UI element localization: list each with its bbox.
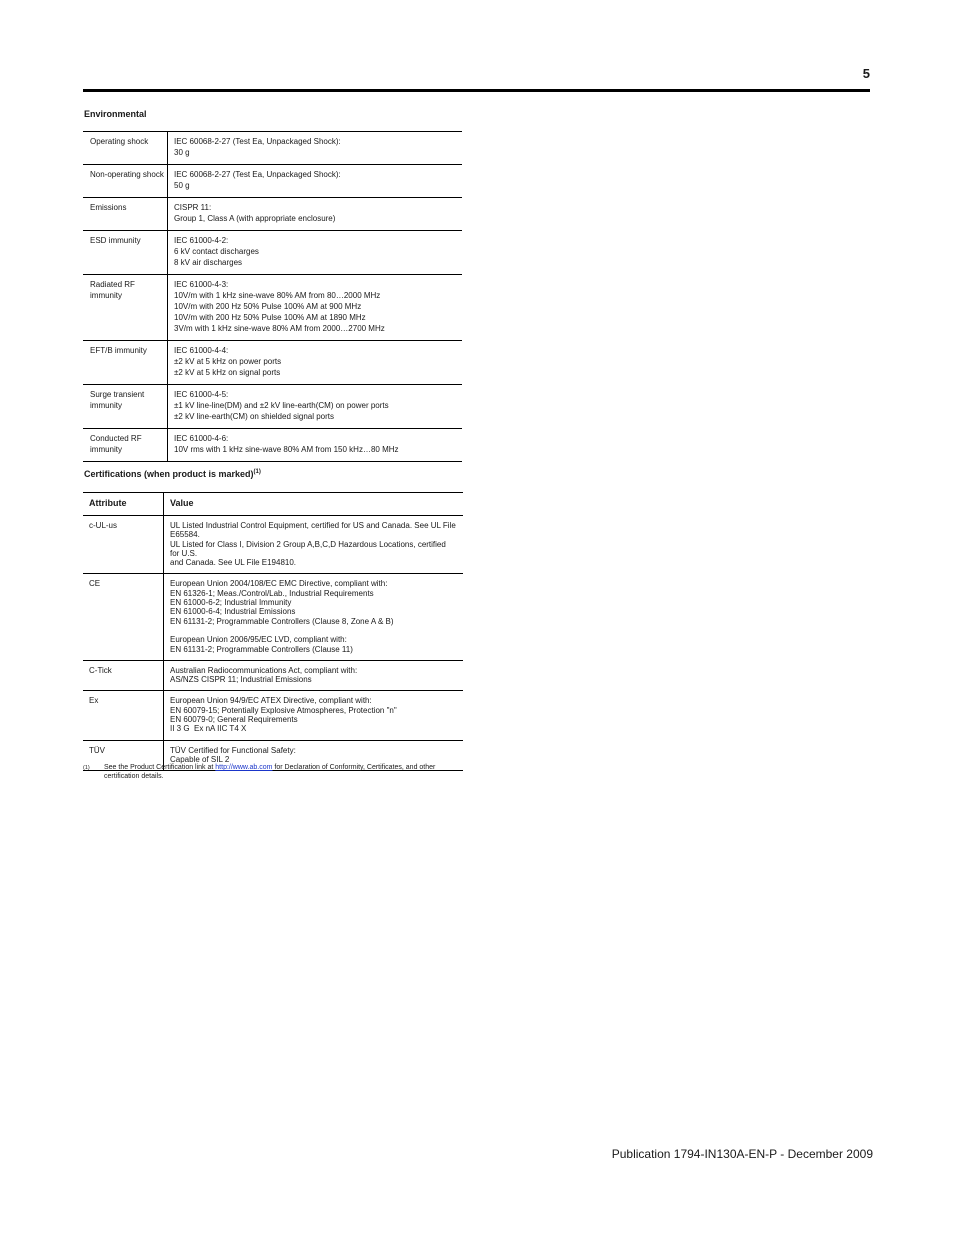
value-line: AS/NZS CISPR 11; Industrial Emissions <box>170 675 312 685</box>
environmental-title: Environmental <box>84 109 147 119</box>
attribute-cell: CE <box>83 574 164 659</box>
table-row <box>83 573 463 659</box>
value-line: EN 61326-1; Meas./Control/Lab., Industrial Requirements <box>170 588 374 598</box>
attribute-line: Surge transient <box>90 390 145 399</box>
value-cell <box>168 385 462 428</box>
value-line: ±1 kV line-line(DM) and ±2 kV line-earth(CM) on power ports <box>174 401 389 410</box>
table-row <box>83 197 462 230</box>
value-line: E65584. <box>170 530 200 540</box>
table-row <box>83 660 463 691</box>
value-line: EN 61131-2; Programmable Controllers (Clause 11) <box>170 644 353 654</box>
value-line: EN 61131-2; Programmable Controllers (Clause 8, Zone A & B) <box>170 616 394 626</box>
value-line: IEC 61000-4-5: <box>174 390 229 399</box>
attribute-line: ESD immunity <box>90 236 141 245</box>
table-row <box>83 230 462 274</box>
value-cell <box>164 574 463 659</box>
value-line: IEC 60068-2-27 (Test Ea, Unpackaged Shock): <box>174 137 341 146</box>
table-row <box>83 274 462 340</box>
value-line: 6 kV contact discharges <box>174 247 259 256</box>
value-line: TÜV Certified for Functional Safety: <box>170 745 296 755</box>
value-line: CISPR 11: <box>174 203 212 212</box>
value-cell <box>164 516 463 573</box>
header-rule <box>83 89 870 92</box>
value-cell <box>168 198 462 230</box>
table-row <box>83 384 462 428</box>
page-number: 5 <box>862 66 870 81</box>
attribute-cell: c-UL-us <box>83 516 164 573</box>
environmental-table <box>83 131 462 462</box>
attribute-cell: TÜV <box>83 741 164 771</box>
value-cell <box>168 132 462 164</box>
value-cell <box>168 341 462 384</box>
value-line: and Canada. See UL File E194810. <box>170 558 297 568</box>
value-line: 10V rms with 1 kHz sine-wave 80% AM from 150 kHz…80 MHz <box>174 445 399 454</box>
attribute-line: immunity <box>90 401 123 410</box>
attribute-cell <box>83 429 168 461</box>
attribute-column-header: Attribute <box>83 493 164 515</box>
attribute-line: Conducted RF <box>90 434 142 443</box>
value-line: 30 g <box>174 148 190 157</box>
value-line: Australian Radiocommunications Act, compliant with: <box>170 665 358 675</box>
value-line: IEC 61000-4-3: <box>174 280 229 289</box>
certifications-title <box>84 469 261 479</box>
value-line: IEC 61000-4-2: <box>174 236 229 245</box>
value-line: 3V/m with 1 kHz sine-wave 80% AM from 2000…2700 MHz <box>174 324 385 333</box>
attribute-cell <box>83 341 168 384</box>
attribute-cell <box>83 198 168 230</box>
value-cell <box>164 691 463 739</box>
table-row <box>83 516 463 573</box>
value-line: 10V/m with 1 kHz sine-wave 80% AM from 80…2000 MHz <box>174 291 381 300</box>
value-line: ±2 kV line-earth(CM) on shielded signal ports <box>174 412 335 421</box>
value-line: EN 60079-15; Potentially Explosive Atmospheres, Protection "n" <box>170 705 397 715</box>
attribute-line: Operating shock <box>90 137 149 146</box>
value-line: ±2 kV at 5 kHz on power ports <box>174 357 282 366</box>
attribute-line: EFT/B immunity <box>90 346 147 355</box>
value-line: ±2 kV at 5 kHz on signal ports <box>174 368 281 377</box>
value-line: IEC 61000-4-4: <box>174 346 229 355</box>
attribute-line: immunity <box>90 291 123 300</box>
table-row <box>83 428 462 461</box>
attribute-cell <box>83 231 168 274</box>
value-line: EN 61000-6-2; Industrial Immunity <box>170 598 292 608</box>
value-line: II 3 G Ex nA IIC T4 X <box>170 724 247 734</box>
attribute-line: Non-operating shock <box>90 170 164 179</box>
ab-com-link[interactable]: http://www.ab.com <box>215 764 273 771</box>
value-line: Group 1, Class A (with appropriate enclosure) <box>174 214 336 223</box>
attribute-cell: Ex <box>83 691 164 739</box>
attribute-line: Emissions <box>90 203 127 212</box>
table-row <box>83 340 462 384</box>
value-line: 10V/m with 200 Hz 50% Pulse 100% AM at 1890 MHz <box>174 313 366 322</box>
value-line: 50 g <box>174 181 190 190</box>
blank-line <box>170 626 457 635</box>
value-cell <box>168 429 462 461</box>
attribute-cell <box>83 385 168 428</box>
value-cell <box>168 165 462 197</box>
attribute-line: Radiated RF <box>90 280 135 289</box>
value-line: 8 kV air discharges <box>174 258 243 267</box>
value-line: European Union 2006/95/EC LVD, compliant with: <box>170 635 347 645</box>
value-line: European Union 94/9/EC ATEX Directive, compliant with: <box>170 696 372 706</box>
table-row <box>83 164 462 197</box>
value-line: European Union 2004/108/EC EMC Directive, compliant with: <box>170 579 388 589</box>
attribute-line: immunity <box>90 445 123 454</box>
attribute-cell: C-Tick <box>83 661 164 691</box>
value-column-header: Value <box>170 498 194 508</box>
footnote-text-after: for Declaration of Conformity, Certificates, and other certification details. <box>104 764 436 780</box>
publication-footer: Publication 1794-IN130A-EN-P - December 2009 <box>611 1147 873 1161</box>
certifications-table <box>83 492 463 771</box>
certifications-title-text: Certifications (when product is marked) <box>84 469 254 479</box>
table-row <box>83 132 462 164</box>
footnote-text-before: See the Product Certification link at <box>104 764 216 771</box>
value-cell <box>164 661 463 691</box>
value-line: UL Listed for Class I, Division 2 Group A,B,C,D Hazardous Locations, certified for U.S. <box>170 539 449 558</box>
footnote-mark: (1) <box>83 765 90 771</box>
attribute-cell <box>83 275 168 340</box>
value-cell <box>168 231 462 274</box>
value-line: 10V/m with 200 Hz 50% Pulse 100% AM at 900 MHz <box>174 302 362 311</box>
value-cell <box>168 275 462 340</box>
attribute-cell <box>83 165 168 197</box>
footnote <box>83 764 463 781</box>
footnote-text <box>104 764 463 781</box>
attribute-cell <box>83 132 168 164</box>
table-row <box>83 690 463 739</box>
value-line: IEC 60068-2-27 (Test Ea, Unpackaged Shock): <box>174 170 341 179</box>
value-line: UL Listed Industrial Control Equipment, certified for US and Canada. See UL File <box>170 521 456 530</box>
value-line: EN 60079-0; General Requirements <box>170 715 298 725</box>
certifications-table-header <box>83 493 463 516</box>
certifications-footnote-ref[interactable]: (1) <box>253 469 261 475</box>
value-line: EN 61000-6-4; Industrial Emissions <box>170 607 296 617</box>
value-line: IEC 61000-4-6: <box>174 434 229 443</box>
value-line: Capable of SIL 2 <box>170 754 230 764</box>
